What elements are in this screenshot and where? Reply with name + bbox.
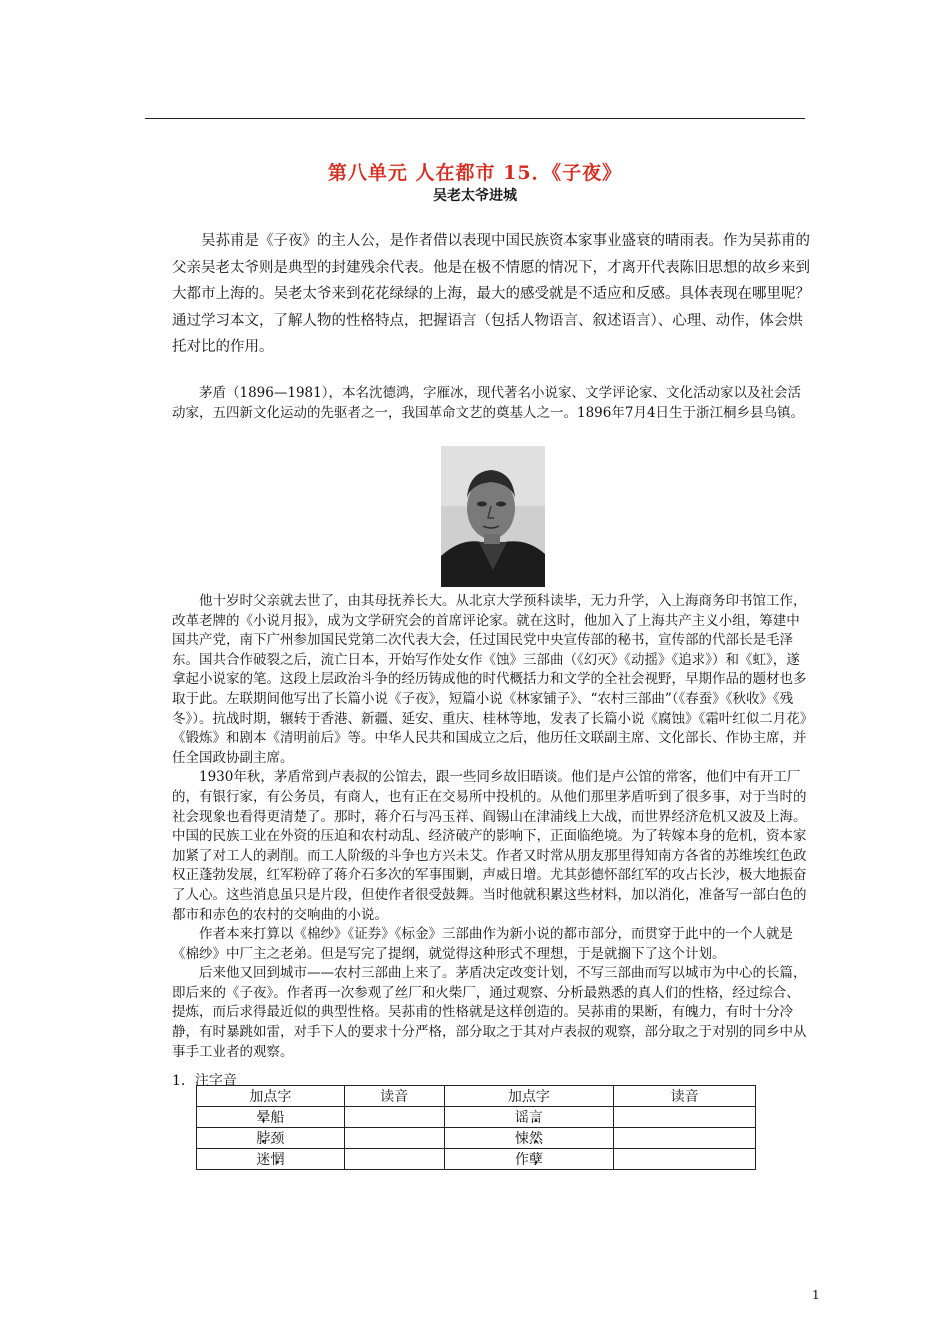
reading-cell[interactable] <box>614 1128 756 1149</box>
reading-cell[interactable] <box>344 1107 444 1128</box>
word-cell <box>444 1128 614 1149</box>
author-intro-paragraph: 茅盾（1896—1981），本名沈德鸿，字雁冰，现代著名小说家、文学评论家、文化活动家以及社会活动家，五四新文化运动的先驱者之一，我国革命文艺的奠基人之一。1896年7月4日生于浙江桐乡县乌镇。 <box>172 385 805 421</box>
dotted-char: 言 <box>528 1110 543 1126</box>
word-pre: 迷 <box>256 1152 271 1168</box>
bio-paragraph: 作者本来打算以《棉纱》《证券》《标金》三部曲作为新小说的都市部分，而贯穿于此中的一个人就是《棉纱》中厂主之老弟。但是写完了提纲，就觉得这种形式不理想，于是就搁下了这个计划。 <box>172 926 793 962</box>
word-pre: 谣 <box>514 1110 529 1126</box>
header-cell: 加点字 <box>444 1086 614 1107</box>
table-row <box>197 1107 756 1128</box>
page-title: 第八单元 人在都市 15．《子夜》 <box>327 162 623 184</box>
word-cell <box>197 1149 345 1170</box>
word-cell <box>444 1107 614 1128</box>
dotted-char: 孽 <box>528 1152 543 1168</box>
reading-cell[interactable] <box>614 1149 756 1170</box>
reading-cell[interactable] <box>344 1128 444 1149</box>
reading-cell[interactable] <box>614 1107 756 1128</box>
dotted-char: 晕 <box>256 1110 271 1126</box>
page-number: 1 <box>812 1288 820 1302</box>
dotted-char: 惘 <box>270 1152 285 1168</box>
bio-paragraph: 后来他又回到城市——农村三部曲上来了。茅盾决定改变计划，不写三部曲而写以城市为中心的长篇，即后来的《子夜》。作者再一次参观了丝厂和火柴厂，通过观察、分析最熟悉的真人们的性格，经过综合、提炼，而后求得最近似的典型性格。吴荪甫的性格就是这样创造的。吴荪甫的果断，有魄力，有时十分冷静，有时暴跳如雷，对手下人的要求十分严格，部分取之于其对卢表叔的观察，部分取之于对别的同乡中从事手工业者的观察。 <box>172 965 807 1060</box>
bio-paragraph: 1930年秋，茅盾常到卢表叔的公馆去，跟一些同乡故旧晤谈。他们是卢公馆的常客，他们中有开工厂的，有银行家，有公务员，有商人，也有正在交易所中投机的。从他们那里茅盾听到了很多事，对于当时的社会现象也看得更清楚了。那时，蒋介石与冯玉祥、阎锡山在津浦线上大战，而世界经济危机又波及上海。中国的民族工业在外资的压迫和农村动乱、经济破产的影响下，正面临绝境。为了转嫁本身的危机，资本家加紧了对工人的剥削。而工人阶级的斗争也方兴未艾。作者又时常从朋友那里得知南方各省的苏维埃红色政权正蓬勃发展，红军粉碎了蒋介石多次的军事围剿，声威日增。尤其彭德怀部红军的攻占长沙，极大地振奋了人心。这些消息虽只是片段，但使作者很受鼓舞。当时他就积累这些材料，加以消化，准备写一部白色的都市和赤色的农村的交响曲的小说。 <box>172 769 807 923</box>
author-biography <box>172 592 812 1062</box>
word-cell <box>444 1149 614 1170</box>
word-rest: 颈 <box>270 1131 285 1147</box>
reading-cell[interactable] <box>344 1149 444 1170</box>
bio-paragraph: 他十岁时父亲就去世了，由其母抚养长大。从北京大学预科读毕，无力升学，入上海商务印书馆工作，改革老牌的《小说月报》，成为文学研究会的首席评论家。就在这时，他加入了上海共产主义小组，筹建中国共产党，南下广州参加国民党第二次代表大会，任过国民党中央宣传部的秘书，宣传部的代部长是毛泽东。国共合作破裂之后，流亡日本，开始写作处女作《蚀》三部曲（《幻灭》《动摇》《追求》）和《虹》，遂拿起小说家的笔。这段上层政治斗争的经历铸成他的时代概括力和文学的全社会视野，早期作品的题材也多取于此。左联期间他写出了长篇小说《子夜》，短篇小说《林家铺子》、“农村三部曲”（《春蚕》《秋收》《残冬》）。抗战时期，辗转于香港、新疆、延安、重庆、桂林等地，发表了长篇小说《腐蚀》《霜叶红似二月花》《锻炼》和剧本《清明前后》等。中华人民共和国成立之后，他历任文联副主席、文化部长、作协主席，并任全国政协副主席。 <box>172 593 807 766</box>
table-row <box>197 1149 756 1170</box>
word-cell <box>197 1107 345 1128</box>
word-pre: 悚 <box>514 1131 529 1147</box>
dotted-char: 然 <box>528 1131 543 1147</box>
author-portrait <box>441 446 545 587</box>
intro-paragraph: 吴荪甫是《子夜》的主人公，是作者借以表现中国民族资本家事业盛衰的晴雨表。作为吴荪甫的父亲吴老太爷则是典型的封建残余代表。他是在极不情愿的情况下，才离开代表陈旧思想的故乡来到大都市上海的。吴老太爷来到花花绿绿的上海，最大的感受就是不适应和反感。具体表现在哪里呢？通过学习本文，了解人物的性格特点，把握语言（包括人物语言、叙述语言）、心理、动作，体会烘托对比的作用。 <box>172 233 810 355</box>
page-subtitle: 吴老太爷进城 <box>433 188 517 204</box>
word-cell <box>197 1128 345 1149</box>
exercise-title: 1．注字音 <box>172 1073 237 1089</box>
pinyin-table <box>196 1085 756 1170</box>
header-cell: 读音 <box>344 1086 444 1107</box>
table-row <box>197 1128 756 1149</box>
word-rest: 船 <box>270 1110 285 1126</box>
word-pre: 作 <box>514 1152 529 1168</box>
author-portrait-image <box>441 446 545 587</box>
header-rule <box>145 118 805 119</box>
dotted-char: 脖 <box>256 1131 271 1147</box>
table-header-row <box>197 1086 756 1107</box>
header-cell: 读音 <box>614 1086 756 1107</box>
header-cell: 加点字 <box>197 1086 345 1107</box>
